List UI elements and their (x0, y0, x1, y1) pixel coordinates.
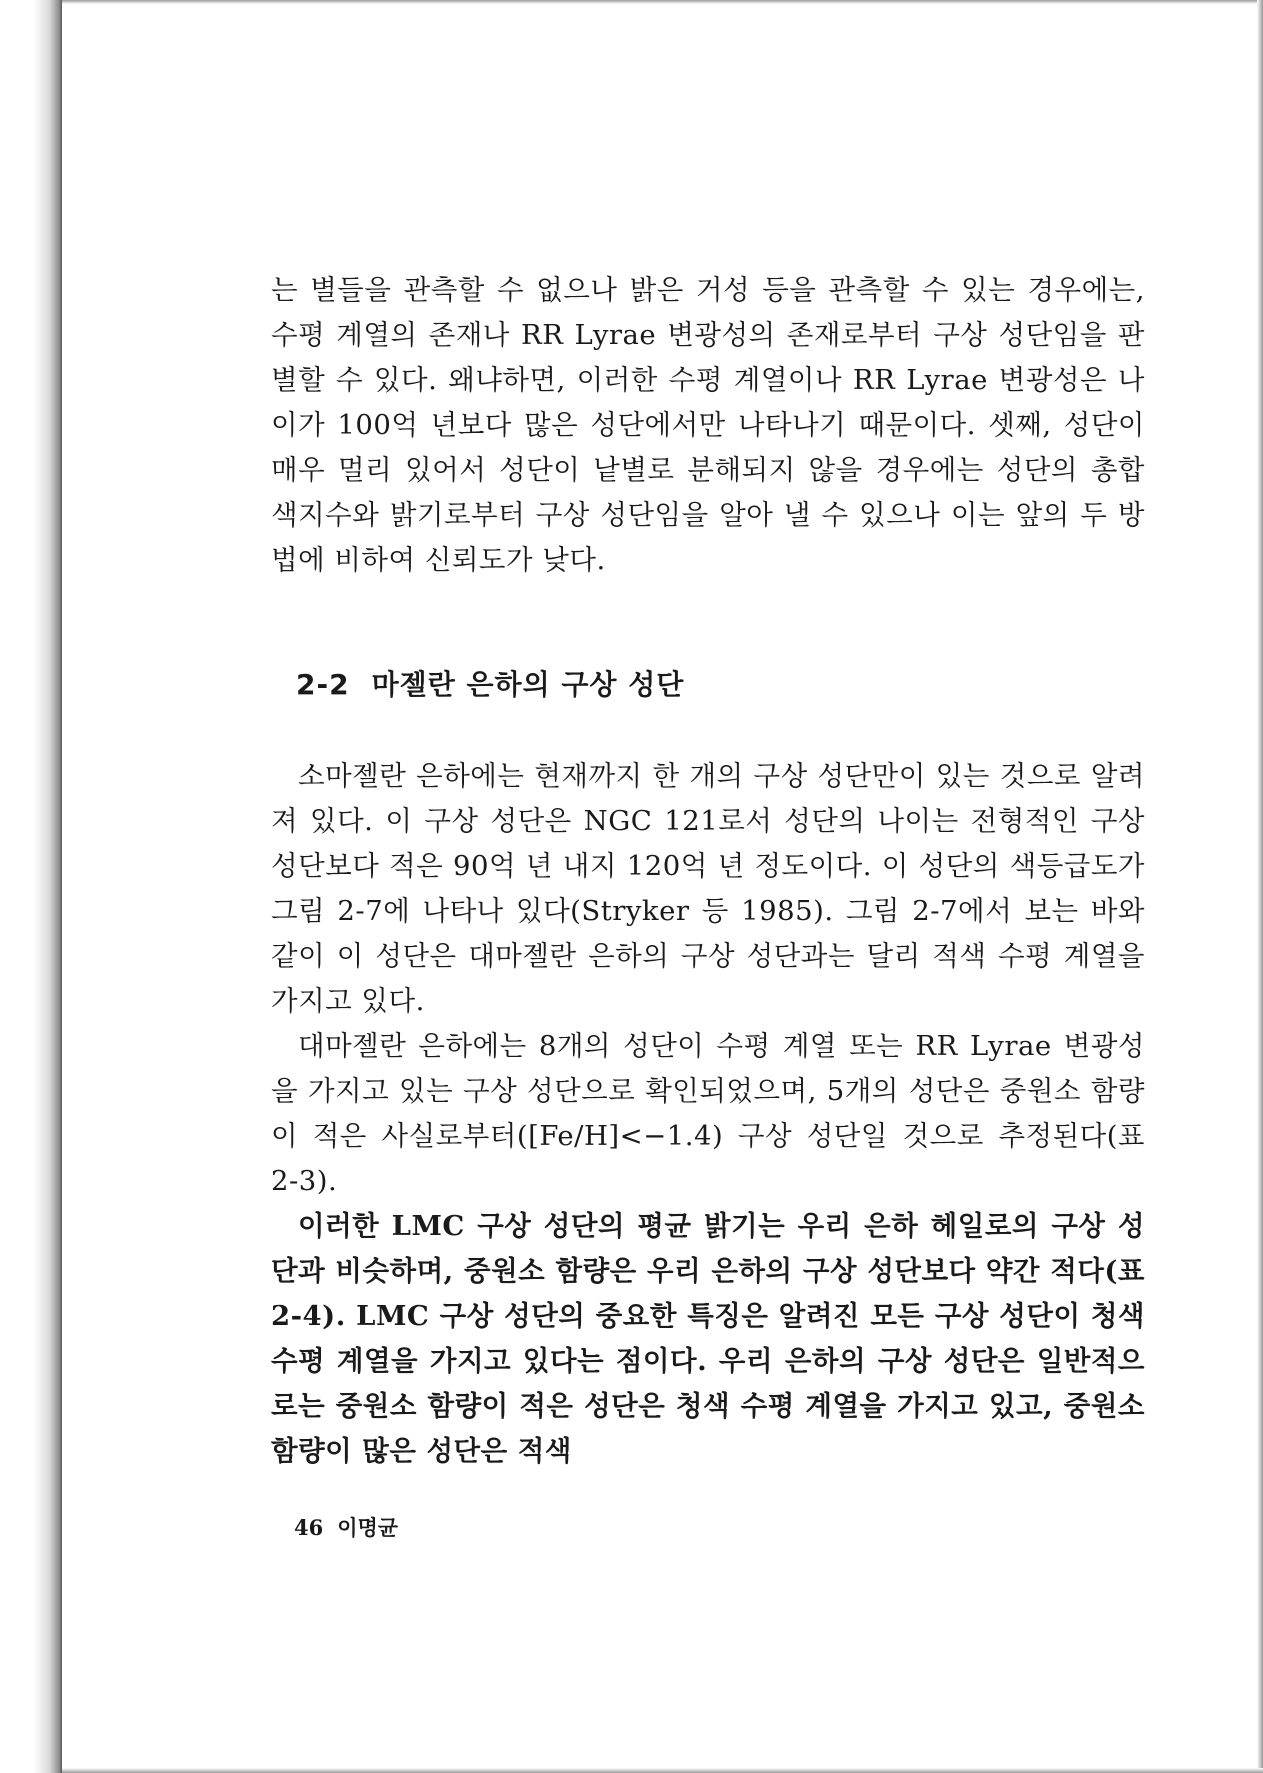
section-heading (296, 663, 684, 703)
page-number: 46 (294, 1515, 324, 1540)
page-edge-top (62, 0, 1263, 4)
paragraph-lmc-brightness: 이러한 LMC 구상 성단의 평균 밝기는 우리 은하 헤일로의 구상 성단과 비슷하며, 중원소 함량은 우리 은하의 구상 성단보다 약간 적다(표 2-4). LMC 구상 성단의 중요한 특징은 알려진 모든 구상 성단이 청색 수평 계열을 가지고 있다는 점이다. 우리 은하의 구상 성단은 일반적으로는 중원소 함량이 적은 성단은 청색 수평 계열을 가지고 있고, 중원소 함량이 많은 성단은 적색 (271, 1210, 1145, 1467)
section-body (271, 754, 1145, 1474)
page-edge-right (1257, 0, 1263, 1773)
page-edge-bottom (62, 1768, 1263, 1773)
section-title: 마젤란 은하의 구상 성단 (371, 668, 685, 701)
section-number: 2-2 (296, 668, 350, 701)
running-author: 이명균 (337, 1515, 399, 1540)
continued-paragraph-block (271, 268, 1145, 583)
page-binding-shadow (0, 0, 62, 1773)
page-footer (294, 1512, 398, 1542)
continued-paragraph: 는 별들을 관측할 수 없으나 밝은 거성 등을 관측할 수 있는 경우에는, 수평 계열의 존재나 RR Lyrae 변광성의 존재로부터 구상 성단임을 판별할 수 있다. 왜냐하면, 이러한 수평 계열이나 RR Lyrae 변광성은 나이가 100억 년보다 많은 성단에서만 나타나기 때문이다. 셋째, 성단이 매우 멀리 있어서 성단이 낱별로 분해되지 않을 경우에는 성단의 총합 색지수와 밝기로부터 구상 성단임을 알아 낼 수 있으나 이는 앞의 두 방법에 비하여 신뢰도가 낮다. (271, 274, 1145, 576)
paragraph-lmc: 대마젤란 은하에는 8개의 성단이 수평 계열 또는 RR Lyrae 변광성을 가지고 있는 구상 성단으로 확인되었으며, 5개의 성단은 중원소 함량이 적은 사실로부터([Fe/H]<−1.4) 구상 성단일 것으로 추정된다(표 2-3). (271, 1030, 1145, 1197)
paragraph-smc: 소마젤란 은하에는 현재까지 한 개의 구상 성단만이 있는 것으로 알려져 있다. 이 구상 성단은 NGC 121로서 성단의 나이는 전형적인 구상 성단보다 적은 90억 년 내지 120억 년 정도이다. 이 성단의 색등급도가 그림 2-7에 나타나 있다(Stryker 등 1985). 그림 2-7에서 보는 바와 같이 이 성단은 대마젤란 은하의 구상 성단과는 달리 적색 수평 계열을 가지고 있다. (271, 760, 1145, 1017)
